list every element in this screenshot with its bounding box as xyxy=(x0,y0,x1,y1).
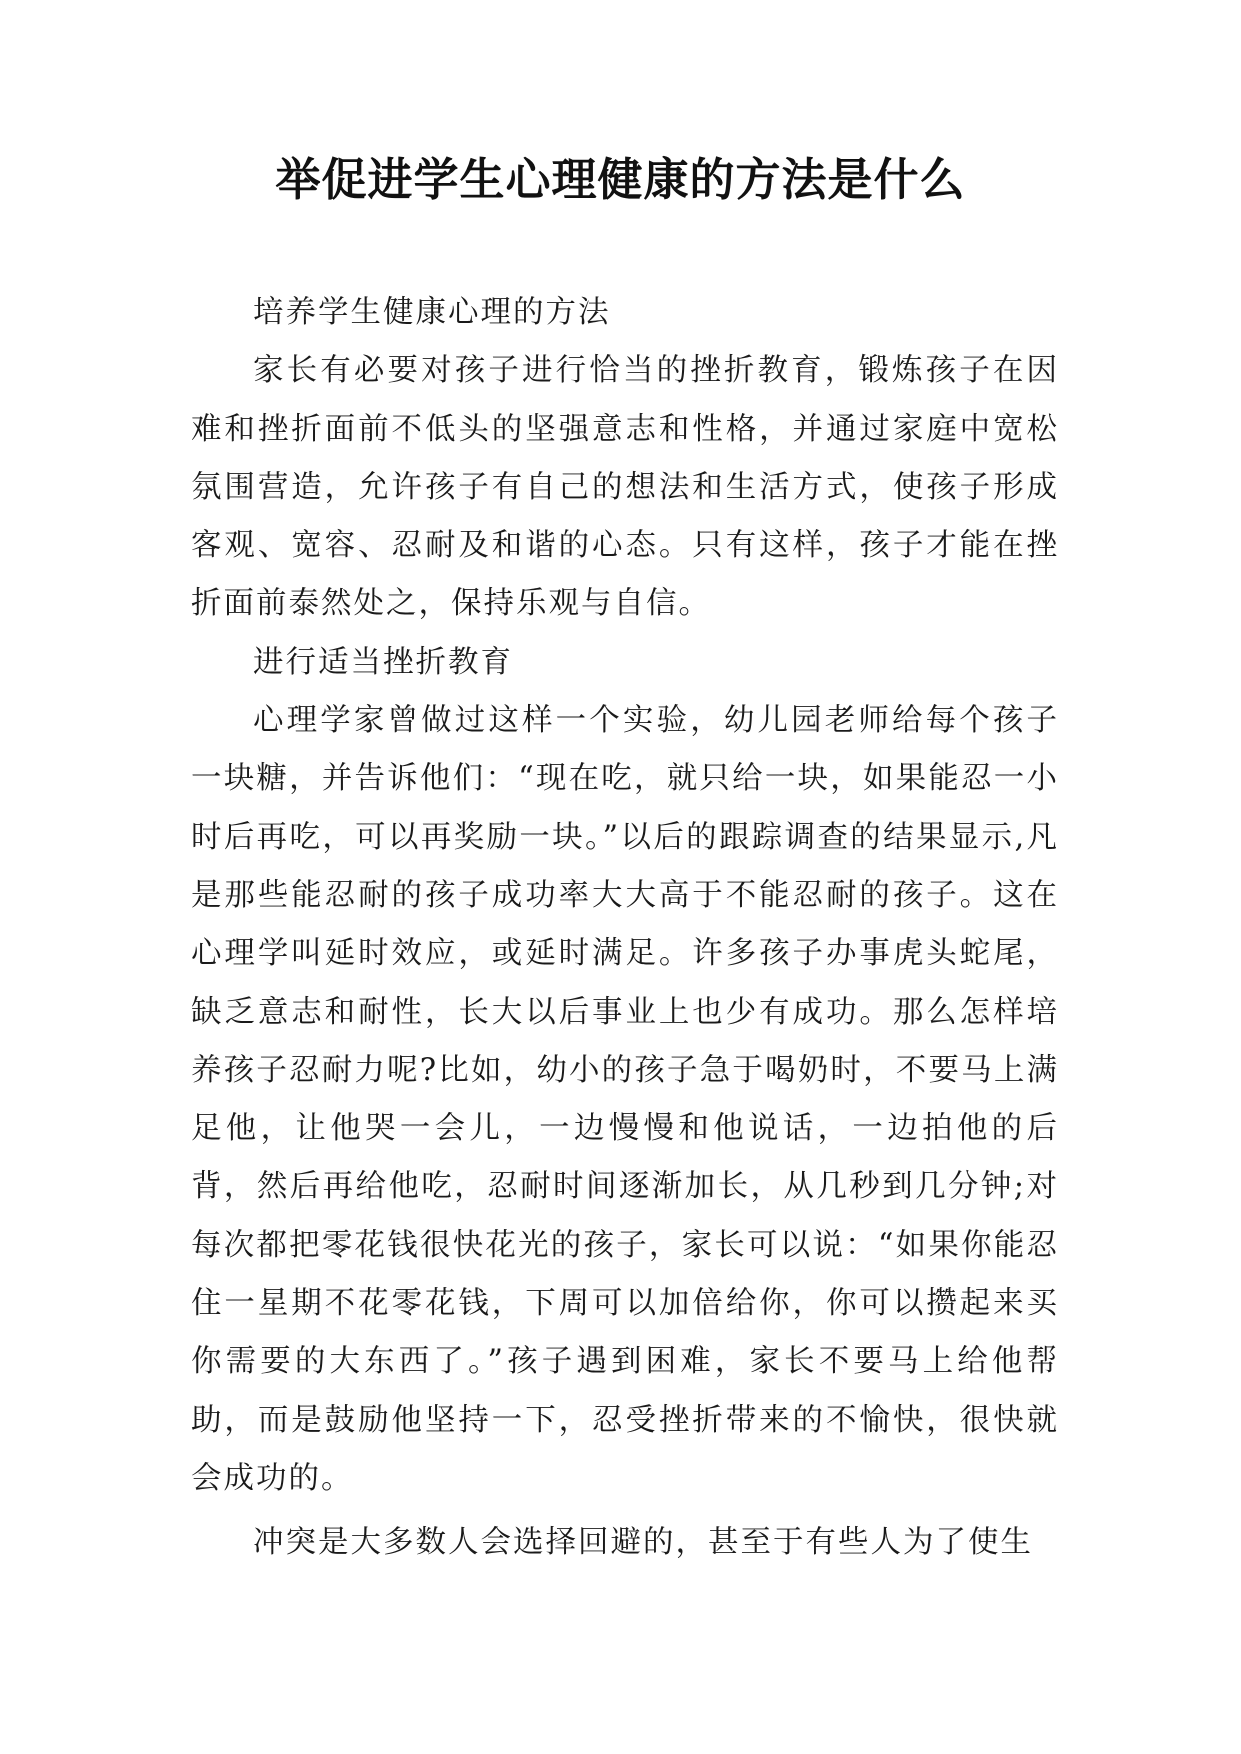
section-heading: 进行适当挫折教育 xyxy=(253,644,513,680)
paragraph: 家长有必要对孩子进行恰当的挫折教育，锻炼孩子在因难和挫折面前不低头的坚强意志和性格，并通过家庭中宽松氛围营造，允许孩子有自己的想法和生活方式，使孩子形成客观、宽容、忍耐及和谐的心态。只有这样，孩子才能在挫折面前泰然处之，保持乐观与自信。 xyxy=(191,353,1059,622)
paragraph: 心理学家曾做过这样一个实验，幼儿园老师给每个孩子一块糖，并告诉他们：“现在吃，就只给一块，如果能忍一小时后再吃，可以再奖励一块。”以后的跟踪调查的结果显示,凡是那些能忍耐的孩子成功率大大高于不能忍耐的孩子。这在心理学叫延时效应，或延时满足。许多孩子办事虎头蛇尾，缺乏意志和耐性，长大以后事业上也少有成功。那么怎样培养孩子忍耐力呢?比如，幼小的孩子急于喝奶时，不要马上满足他，让他哭一会儿，一边慢慢和他说话，一边拍他的后背，然后再给他吃，忍耐时间逐渐加长，从几秒到几分钟;对每次都把零花钱很快花光的孩子，家长可以说：“如果你能忍住一星期不花零花钱，下周可以加倍给你，你可以攒起来买你需要的大东西了。”孩子遇到困难，家长不要马上给他帮助，而是鼓励他坚持一下，忍受挫折带来的不愉快，很快就会成功的。 xyxy=(191,703,1059,1496)
paragraph: 冲突是大多数人会选择回避的，甚至于有些人为了使生 xyxy=(253,1525,1033,1561)
document-body xyxy=(191,284,1059,1573)
section-heading: 培养学生健康心理的方法 xyxy=(253,295,611,330)
page-title: 举促进学生心理健康的方法是什么 xyxy=(275,153,966,206)
